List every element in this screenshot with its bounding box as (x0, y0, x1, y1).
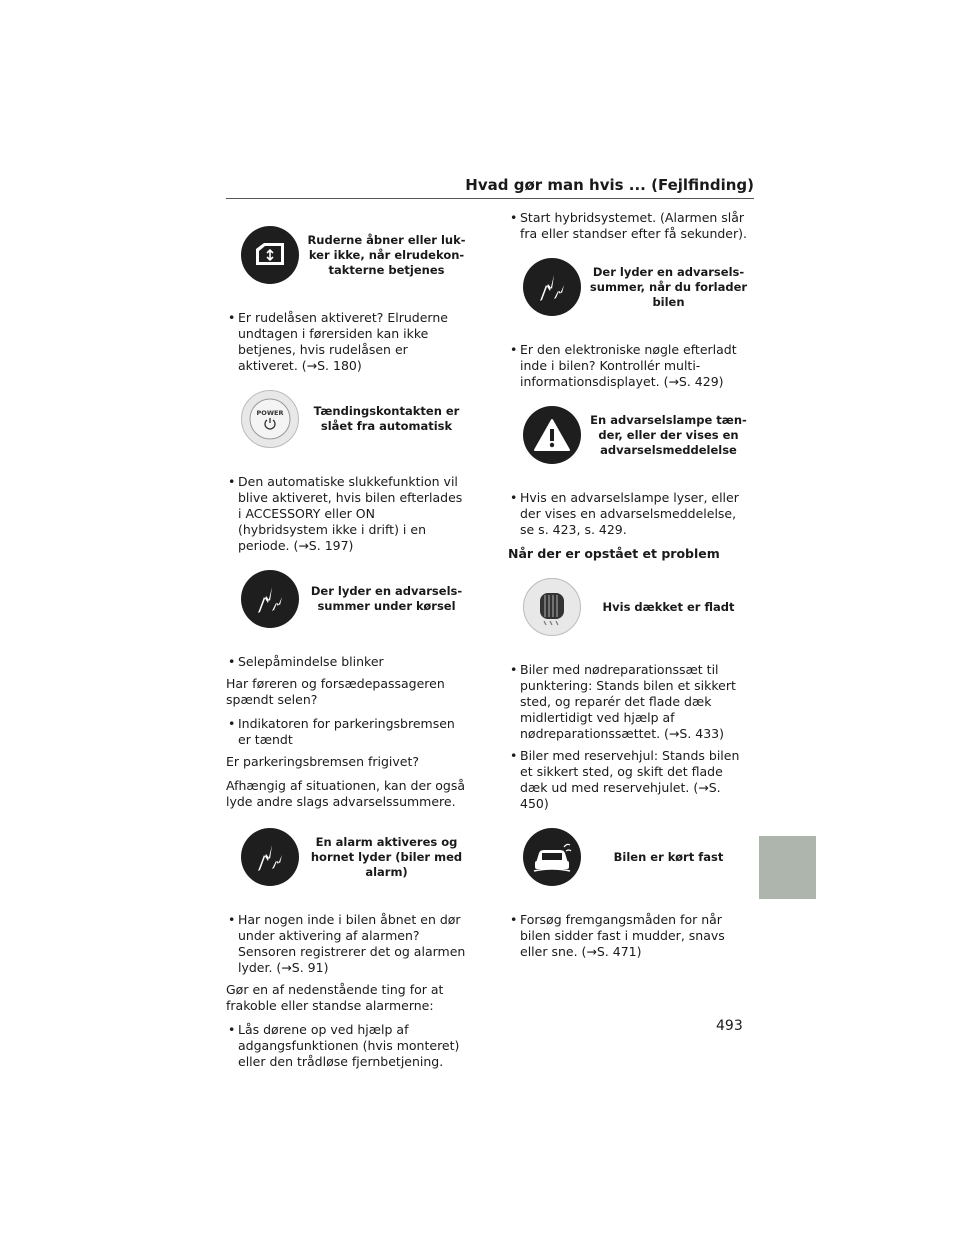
buzzer-icon (241, 570, 299, 628)
problem-box-alarm (226, 818, 466, 896)
power-button-icon (241, 390, 299, 448)
paragraph: Er parkeringsbremsen frigivet? (226, 754, 420, 769)
problem-box-windows (226, 216, 466, 294)
paragraph: Gør en af nedenstående ting for at frakoble eller standse alarmerne: (226, 982, 444, 1013)
list-item: • Lås dørene op ved hjælp af adgangsfunktionen (hvis monteret) eller den trådløse fjernbetjening. (226, 1022, 466, 1070)
problem-title: Hvis dækket er fladt (602, 599, 735, 614)
problem-box-warning-light (508, 396, 748, 474)
power-label: POWER (256, 409, 284, 417)
list-item: • Er den elektroniske nøgle efterladt inde i bilen? Kontrollér multi-informationsdisplayet. (→S. 429) (508, 342, 748, 390)
problem-title: En advarselslampe tæn-der, eller der vises en advarselsmeddelelse (590, 412, 747, 457)
problem-title: Ruderne åbner eller luk-ker ikke, når elrudekon-takterne betjenes (307, 232, 466, 277)
list-item: • Den automatiske slukkefunktion vil blive aktiveret, hvis bilen efterlades i ACCESSORY eller ON (hybridsystem ikke i drift) i en periode. (→S. 197) (226, 474, 466, 554)
paragraph: Har føreren og forsædepassageren spændt selen? (226, 676, 445, 707)
window-switch-icon (241, 226, 299, 284)
problem-title: Tændingskontakten er slået fra automatisk (313, 404, 460, 433)
page-number: 493 (716, 1018, 743, 1034)
list-item: • Er rudelåsen aktiveret? Elruderne undtagen i førersiden kan ikke betjenes, hvis rudelåsen er aktiveret. (→S. 180) (226, 310, 466, 374)
left-column (226, 210, 466, 1076)
problem-title: Der lyder en advarsels-summer under kørsel (310, 584, 463, 613)
buzzer-icon (241, 828, 299, 886)
right-column (508, 210, 748, 966)
buzzer-icon (523, 258, 581, 316)
warning-triangle-icon (523, 406, 581, 464)
problem-title: En alarm aktiveres og hornet lyder (biler med alarm) (310, 834, 463, 879)
list-item: • Har nogen inde i bilen åbnet en dør under aktivering af alarmen? Sensoren registrerer det og alarmen lyder. (→S. 91) (226, 912, 466, 976)
problem-box-stuck (508, 818, 748, 896)
problem-box-buzzer-driving (226, 560, 466, 638)
problem-box-ignition (226, 380, 466, 458)
section-tab (759, 836, 816, 899)
page-header: Hvad gør man hvis ... (Fejlfinding) (226, 176, 754, 199)
list-item: • Biler med nødreparationssæt til punktering: Stands bilen et sikkert sted, og reparér det flade dæk midlertidigt ved hjælp af nødreparationssættet. (→S. 433) (508, 662, 748, 742)
list-item: • Forsøg fremgangsmåden for når bilen sidder fast i mudder, snavs eller sne. (→S. 471) (508, 912, 748, 960)
stuck-car-icon (523, 828, 581, 886)
problem-box-buzzer-leaving (508, 248, 748, 326)
list-item: • Hvis en advarselslampe lyser, eller der vises en advarselsmeddelelse, se s. 423, s. 429. (508, 490, 748, 538)
problem-title: Der lyder en advarsels-summer, når du forlader bilen (589, 264, 748, 309)
list-item: • Indikatoren for parkeringsbremsen er tændt (226, 716, 466, 748)
list-item: • Biler med reservehjul: Stands bilen et sikkert sted, og skift det flade dæk ud med reservehjulet. (→S. 450) (508, 748, 748, 812)
flat-tire-icon (523, 578, 581, 636)
section-heading: Når der er opstået et problem (508, 546, 720, 561)
paragraph: Afhængig af situationen, kan der også lyde andre slags advarselssummere. (226, 778, 466, 809)
problem-box-flat-tire (508, 568, 748, 646)
problem-title: Bilen er kørt fast (613, 849, 724, 864)
list-item: • Start hybridsystemet. (Alarmen slår fra eller standser efter få sekunder). (508, 210, 748, 242)
list-item: • Selepåmindelse blinker (226, 654, 466, 670)
